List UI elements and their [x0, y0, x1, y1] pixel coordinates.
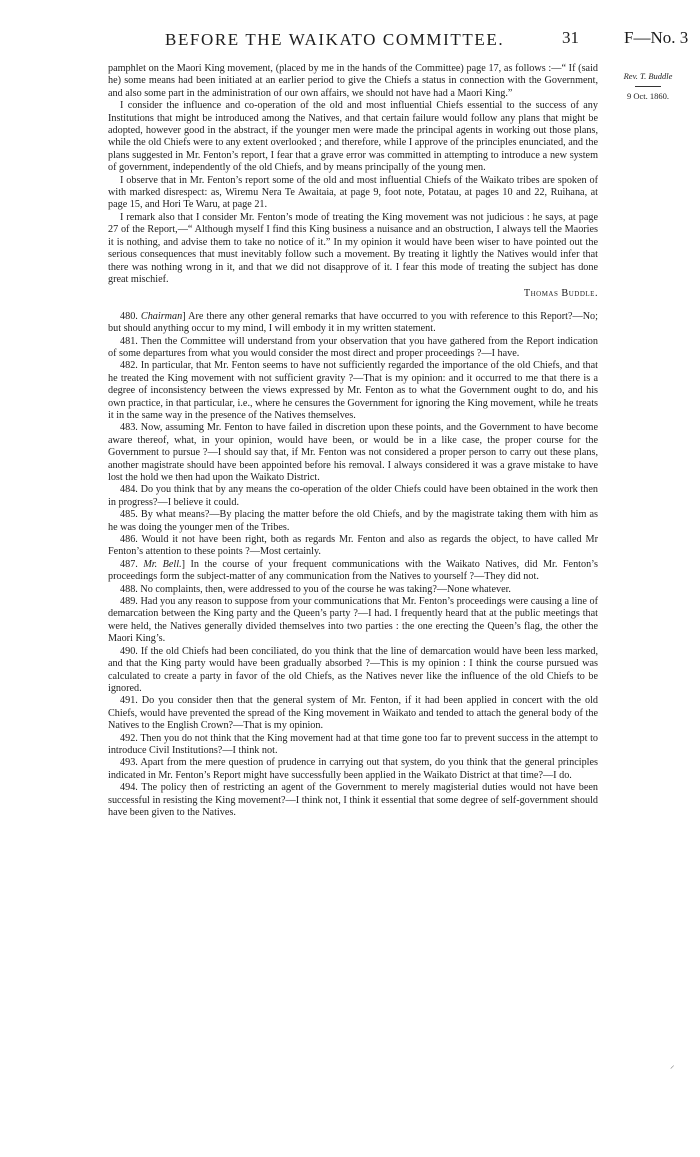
qa-item — [108, 584, 598, 596]
letter-paragraph: pamphlet on the Maori King movement, (placed by me in the hands of the Committee) page 17, as follows :—“ If (said he) some means had been initiated at an earlier period to give the Chiefs a status in connection with the Government, and also some part in the administration of our own affairs, we should not have had a Maori King.” — [108, 63, 598, 99]
qa-text: If the old Chiefs had been conciliated, do you think that the line of demarcation would have been less marked, and that the King party would have been gradually absorbed ?—This is my opinion : I think the course pursued was calculated to create a party in favor of the old Chiefs, as the Natives never like the influence of the old Chiefs to be ignored. — [108, 645, 598, 694]
qa-number: 488. — [120, 583, 138, 595]
qa-item: 480. Chairman] Are there any other general remarks that have occurred to you with reference to this Report?—No; but should anything occur to my mind, I will embody it in my written statement. — [108, 310, 598, 335]
qa-item — [108, 646, 598, 696]
qa-text: Then you do not think that the King movement had at that time gone too far to prevent success in the attempt to introduce Civil Institutions?—I think not. — [108, 732, 598, 756]
margin-divider — [635, 86, 661, 87]
qa-text: Apart from the mere question of prudence in carrying out that system, do you think that the general principles indicated in Mr. Fenton’s Report might have successfully been applied in the Waikato District at that time?—I do. — [108, 757, 598, 781]
signature: Thomas Buddle. — [523, 288, 598, 300]
qa-item — [108, 733, 598, 758]
letter-paragraph: I observe that in Mr. Fenton’s report some of the old and most influential Chiefs of the Waikato tribes are spoken of with marked disrespect: as, Wiremu Nera Te Awaitaia, at page 9, foot note, Potatau, at pages 10 and 22, Ruihana, at page 15, and Hori Te Waru, at page 21. — [108, 174, 598, 211]
qa-number: 494. — [120, 782, 138, 794]
qa-number: 482. — [120, 360, 138, 372]
qa-item — [108, 484, 598, 509]
qa-number: 492. — [120, 732, 138, 744]
margin-author: Rev. T. Buddle — [623, 71, 673, 81]
qa-text: Now, assuming Mr. Fenton to have failed in discretion upon these points, and the Government to have become aware thereof, what, in your opinion, would have been, or would be in a like case, the proper course for the Government to pursue ?—I should say that, if Mr. Fenton was not considered a proper person to carry out these plans, another magistrate should have been appointed before his removal. I always considered it was a grave mistake to have lost the hold we then had upon the Waikato District. — [108, 422, 598, 483]
qa-text: No complaints, then, were addressed to you of the course he was taking?—None whatever. — [140, 583, 511, 595]
body-text — [108, 63, 598, 819]
qa-item — [108, 596, 598, 646]
qa-text: Then the Committee will understand from your observation that you have gathered from the Report indication of some departures from what you would consider the most direct and proper proceedings ?—I have. — [108, 335, 598, 359]
qa-number: 485. — [120, 509, 138, 521]
qa-number: 486. — [120, 534, 138, 546]
qa-number: 493. — [120, 757, 138, 769]
qa-number: 490. — [120, 645, 138, 657]
qa-text: By what means?—By placing the matter before the old Chiefs, and by the magistrate taking them with him as he was doing the younger men of the Tribes. — [108, 509, 598, 533]
qa-text: Do you consider then that the general system of Mr. Fenton, if it had been applied in concert with the old Chiefs, would have prevented the spread of the King movement in Waikato and tended to attach the general body of the Natives to the English Crown?—That is my opinion. — [108, 695, 598, 732]
qa-item — [108, 509, 598, 534]
qa-text: In particular, that Mr. Fenton seems to have not sufficiently regarded the importance of the old Chiefs, and that he treated the King movement with not sufficient gravity ?—That is my opinion: and it occurred to me that there is a degree of inconsistency between the views expressed by Mr. Fenton as to what the Government ought to do, and his own practice, in that particular, i.e., where he censures the Government for ignoring the King movement, while he treats it in the same way in the presence of the Natives themselves. — [108, 360, 598, 421]
qa-number: 480. — [120, 310, 138, 322]
qa-text: In the course of your frequent communications with the Waikato Natives, did Mr. Fenton’s proceedings form the subject-matter of any communication from the Natives to yourself ?—They did not. — [108, 558, 598, 583]
qa-number: 481. — [120, 335, 138, 347]
qa-item: 487. Mr. Bell.] In the course of your frequent communications with the Waikato Natives, did Mr. Fenton’s proceedings form the subject-matter of any communication from the Natives to yourself ?—They did not. — [108, 558, 598, 583]
qa-list — [108, 311, 598, 820]
margin-date: 9 Oct. 1860. — [626, 91, 670, 101]
page-number: 31 — [562, 28, 579, 47]
margin-note — [606, 70, 690, 103]
qa-item — [108, 782, 598, 819]
qa-item — [108, 757, 598, 782]
page-title: BEFORE THE WAIKATO COMMITTEE. — [165, 30, 505, 49]
qa-item — [108, 422, 598, 484]
qa-item — [108, 534, 598, 559]
margin-mark: ⸝ — [670, 1060, 675, 1070]
qa-number: 484. — [120, 484, 138, 496]
letter-paragraph: I remark also that I consider Mr. Fenton’s mode of treating the King movement was not judicious : he says, at page 27 of the Report,—“ Although myself I find this King business a nuisance and an obstruction, I always tell the Maories it is nothing, and advise them to take no notice of it.” In my opinion it would have been wiser to have pointed out the serious consequences that must inevitably follow such a movement. By treating it lightly the Natives would infer that there was nothing wrong in it, and that we did not disapprove of it. I fear this mode of treating the subject has done great mischief. — [108, 211, 598, 285]
page-header — [0, 22, 700, 52]
qa-item — [108, 336, 598, 361]
qa-number: 487. — [120, 558, 138, 570]
qa-number: 483. — [120, 422, 138, 434]
qa-text: The policy then of restricting an agent of the Government to merely magisterial duties would not have been successful in resisting the King movement?—I think not, I think it essential that some degree of self-government should have been given to the Natives. — [108, 782, 598, 818]
qa-text: Would it not have been right, both as regards Mr. Fenton and also as regards the object, to have called Mr Fenton’s attention to these points ?—Most certainly. — [108, 534, 598, 558]
qa-text: Had you any reason to suppose from your communications that Mr. Fenton’s proceedings were causing a line of demarcation between the King party and the Queen’s party ?—I had. I frequently heard that at the public meetings that were held, the Natives generally divided themselves into two parties : the one erecting the Queen’s flag, the other the Maori King’s. — [108, 596, 599, 645]
qa-number: 489. — [120, 596, 138, 608]
qa-speaker: Chairman — [140, 310, 183, 322]
qa-number: 491. — [120, 695, 138, 707]
qa-item — [108, 695, 598, 732]
letter-paragraph: I consider the influence and co-operation of the old and most influential Chiefs essential to the success of any Institutions that might be introduced among the Natives, and that certain failure would follow any plans that might be adopted, however good in the abstract, if the younger men were made the principal agents in working out those plans, while the old Chiefs were to any extent overlooked ; and therefore, while I approve of the principles enunciated, and the plans suggested in Mr. Fenton’s report, I fear that a grave error was committed in attempting to introduce a new system of government, independently of the old Chiefs, and by means principally of the young men. — [108, 100, 598, 174]
document-id: F—No. 3 — [624, 28, 689, 47]
qa-text: Are there any other general remarks that have occurred to you with reference to this Report?—No; but should anything occur to my mind, I will embody it in my written statement. — [108, 310, 598, 335]
qa-text: Do you think that by any means the co-operation of the older Chiefs could have been obtained in the work then in progress?—I believe it could. — [108, 484, 598, 508]
qa-item — [108, 360, 598, 422]
qa-speaker: Mr. Bell. — [143, 558, 182, 570]
